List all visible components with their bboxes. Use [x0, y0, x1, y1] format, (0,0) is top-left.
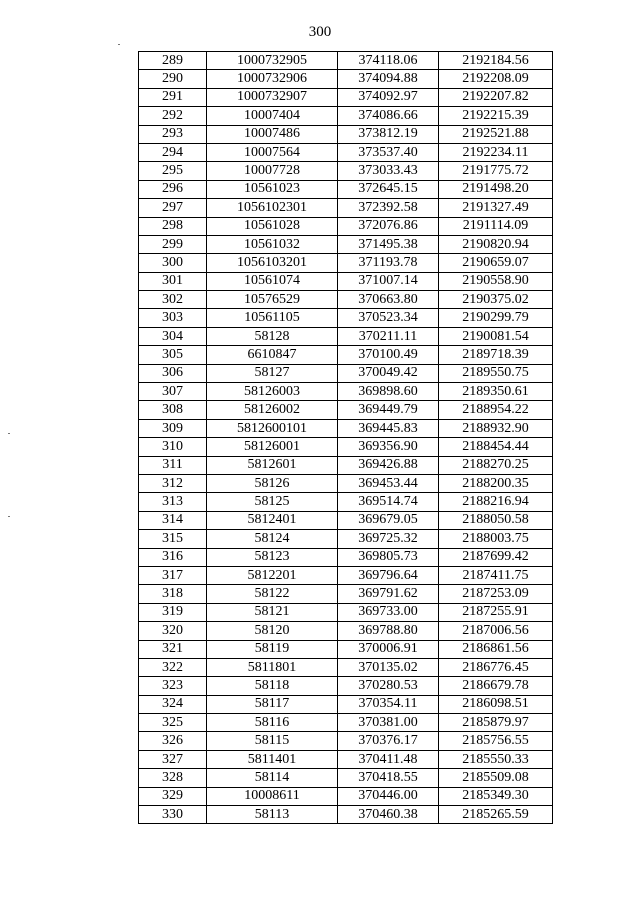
point-number-cell: 325: [139, 714, 207, 732]
y-coordinate-cell: 2186098.51: [439, 695, 553, 713]
point-id-cell: 58126003: [207, 383, 338, 401]
point-id-cell: 1000732906: [207, 70, 338, 88]
point-id-cell: 10561028: [207, 217, 338, 235]
y-coordinate-cell: 2187255.91: [439, 603, 553, 621]
table-row: [139, 493, 553, 511]
table-row: [139, 806, 553, 824]
table-row: [139, 438, 553, 456]
table-row: [139, 695, 553, 713]
point-number-cell: 318: [139, 585, 207, 603]
table-row: [139, 327, 553, 345]
point-id-cell: 10007404: [207, 107, 338, 125]
point-id-cell: 10561105: [207, 309, 338, 327]
y-coordinate-cell: 2188050.58: [439, 511, 553, 529]
table-row: [139, 511, 553, 529]
point-id-cell: 5812201: [207, 566, 338, 584]
table-row: [139, 383, 553, 401]
table-row: [139, 530, 553, 548]
y-coordinate-cell: 2188200.35: [439, 474, 553, 492]
x-coordinate-cell: 370280.53: [338, 677, 439, 695]
point-id-cell: 58125: [207, 493, 338, 511]
x-coordinate-cell: 369796.64: [338, 566, 439, 584]
y-coordinate-cell: 2191327.49: [439, 199, 553, 217]
point-id-cell: 58123: [207, 548, 338, 566]
table-row: [139, 272, 553, 290]
y-coordinate-cell: 2192184.56: [439, 52, 553, 70]
x-coordinate-cell: 369791.62: [338, 585, 439, 603]
x-coordinate-cell: 370100.49: [338, 346, 439, 364]
x-coordinate-cell: 373033.43: [338, 162, 439, 180]
table-row: [139, 235, 553, 253]
table-row: [139, 162, 553, 180]
x-coordinate-cell: 370049.42: [338, 364, 439, 382]
y-coordinate-cell: 2189350.61: [439, 383, 553, 401]
point-number-cell: 304: [139, 327, 207, 345]
point-number-cell: 289: [139, 52, 207, 70]
scan-speck: [8, 433, 10, 434]
x-coordinate-cell: 370460.38: [338, 806, 439, 824]
scan-speck: [8, 516, 10, 517]
point-number-cell: 297: [139, 199, 207, 217]
point-number-cell: 316: [139, 548, 207, 566]
point-id-cell: 1056102301: [207, 199, 338, 217]
y-coordinate-cell: 2188454.44: [439, 438, 553, 456]
y-coordinate-cell: 2187411.75: [439, 566, 553, 584]
point-number-cell: 328: [139, 769, 207, 787]
point-number-cell: 312: [139, 474, 207, 492]
point-id-cell: 10007486: [207, 125, 338, 143]
x-coordinate-cell: 370135.02: [338, 658, 439, 676]
y-coordinate-cell: 2190081.54: [439, 327, 553, 345]
x-coordinate-cell: 374086.66: [338, 107, 439, 125]
table-row: [139, 714, 553, 732]
x-coordinate-cell: 369733.00: [338, 603, 439, 621]
point-number-cell: 301: [139, 272, 207, 290]
point-number-cell: 319: [139, 603, 207, 621]
x-coordinate-cell: 373812.19: [338, 125, 439, 143]
point-id-cell: 58128: [207, 327, 338, 345]
y-coordinate-cell: 2191498.20: [439, 180, 553, 198]
point-number-cell: 322: [139, 658, 207, 676]
table-row: [139, 566, 553, 584]
y-coordinate-cell: 2189718.39: [439, 346, 553, 364]
y-coordinate-cell: 2192208.09: [439, 70, 553, 88]
table-row: [139, 677, 553, 695]
x-coordinate-cell: 370411.48: [338, 750, 439, 768]
point-number-cell: 308: [139, 401, 207, 419]
x-coordinate-cell: 374118.06: [338, 52, 439, 70]
point-id-cell: 1000732905: [207, 52, 338, 70]
point-id-cell: 10576529: [207, 291, 338, 309]
coordinates-table: [138, 51, 553, 824]
x-coordinate-cell: 369725.32: [338, 530, 439, 548]
x-coordinate-cell: 369356.90: [338, 438, 439, 456]
table-row: [139, 291, 553, 309]
y-coordinate-cell: 2185349.30: [439, 787, 553, 805]
table-row: [139, 217, 553, 235]
point-number-cell: 309: [139, 419, 207, 437]
table-row: [139, 603, 553, 621]
point-number-cell: 330: [139, 806, 207, 824]
point-id-cell: 58117: [207, 695, 338, 713]
point-number-cell: 298: [139, 217, 207, 235]
y-coordinate-cell: 2192521.88: [439, 125, 553, 143]
x-coordinate-cell: 369514.74: [338, 493, 439, 511]
point-number-cell: 295: [139, 162, 207, 180]
point-number-cell: 305: [139, 346, 207, 364]
table-row: [139, 88, 553, 106]
point-number-cell: 292: [139, 107, 207, 125]
y-coordinate-cell: 2192234.11: [439, 143, 553, 161]
y-coordinate-cell: 2192207.82: [439, 88, 553, 106]
table-row: [139, 732, 553, 750]
point-id-cell: 1056103201: [207, 254, 338, 272]
y-coordinate-cell: 2188216.94: [439, 493, 553, 511]
y-coordinate-cell: 2185550.33: [439, 750, 553, 768]
point-id-cell: 5811401: [207, 750, 338, 768]
x-coordinate-cell: 369898.60: [338, 383, 439, 401]
y-coordinate-cell: 2185509.08: [439, 769, 553, 787]
x-coordinate-cell: 370381.00: [338, 714, 439, 732]
x-coordinate-cell: 370663.80: [338, 291, 439, 309]
table-row: [139, 769, 553, 787]
point-id-cell: 58124: [207, 530, 338, 548]
table-row: [139, 658, 553, 676]
point-id-cell: 10007564: [207, 143, 338, 161]
table-row: [139, 548, 553, 566]
y-coordinate-cell: 2190558.90: [439, 272, 553, 290]
y-coordinate-cell: 2190659.07: [439, 254, 553, 272]
table-row: [139, 750, 553, 768]
x-coordinate-cell: 369445.83: [338, 419, 439, 437]
point-number-cell: 326: [139, 732, 207, 750]
point-number-cell: 311: [139, 456, 207, 474]
y-coordinate-cell: 2188003.75: [439, 530, 553, 548]
point-number-cell: 291: [139, 88, 207, 106]
point-id-cell: 58113: [207, 806, 338, 824]
point-id-cell: 5812401: [207, 511, 338, 529]
point-id-cell: 5812601: [207, 456, 338, 474]
y-coordinate-cell: 2185265.59: [439, 806, 553, 824]
point-id-cell: 58122: [207, 585, 338, 603]
table-row: [139, 199, 553, 217]
x-coordinate-cell: 369426.88: [338, 456, 439, 474]
y-coordinate-cell: 2190375.02: [439, 291, 553, 309]
y-coordinate-cell: 2191114.09: [439, 217, 553, 235]
y-coordinate-cell: 2186679.78: [439, 677, 553, 695]
y-coordinate-cell: 2186861.56: [439, 640, 553, 658]
point-id-cell: 10008611: [207, 787, 338, 805]
x-coordinate-cell: 369453.44: [338, 474, 439, 492]
table-row: [139, 585, 553, 603]
x-coordinate-cell: 374094.88: [338, 70, 439, 88]
table-row: [139, 474, 553, 492]
y-coordinate-cell: 2185756.55: [439, 732, 553, 750]
point-number-cell: 290: [139, 70, 207, 88]
y-coordinate-cell: 2189550.75: [439, 364, 553, 382]
x-coordinate-cell: 370211.11: [338, 327, 439, 345]
x-coordinate-cell: 370376.17: [338, 732, 439, 750]
y-coordinate-cell: 2188932.90: [439, 419, 553, 437]
table-row: [139, 456, 553, 474]
point-id-cell: 10561032: [207, 235, 338, 253]
point-id-cell: 58118: [207, 677, 338, 695]
point-id-cell: 58127: [207, 364, 338, 382]
x-coordinate-cell: 372392.58: [338, 199, 439, 217]
point-number-cell: 329: [139, 787, 207, 805]
point-number-cell: 315: [139, 530, 207, 548]
point-id-cell: 5811801: [207, 658, 338, 676]
point-number-cell: 303: [139, 309, 207, 327]
point-number-cell: 296: [139, 180, 207, 198]
point-number-cell: 327: [139, 750, 207, 768]
y-coordinate-cell: 2188954.22: [439, 401, 553, 419]
point-id-cell: 58126002: [207, 401, 338, 419]
point-number-cell: 314: [139, 511, 207, 529]
point-id-cell: 10561074: [207, 272, 338, 290]
point-id-cell: 58120: [207, 622, 338, 640]
point-id-cell: 58114: [207, 769, 338, 787]
y-coordinate-cell: 2187253.09: [439, 585, 553, 603]
table-row: [139, 419, 553, 437]
y-coordinate-cell: 2188270.25: [439, 456, 553, 474]
x-coordinate-cell: 371193.78: [338, 254, 439, 272]
scan-speck: [118, 44, 120, 45]
point-number-cell: 302: [139, 291, 207, 309]
table-row: [139, 622, 553, 640]
y-coordinate-cell: 2187699.42: [439, 548, 553, 566]
y-coordinate-cell: 2190820.94: [439, 235, 553, 253]
x-coordinate-cell: 374092.97: [338, 88, 439, 106]
point-number-cell: 294: [139, 143, 207, 161]
table-row: [139, 787, 553, 805]
y-coordinate-cell: 2192215.39: [439, 107, 553, 125]
table-row: [139, 107, 553, 125]
point-id-cell: 5812600101: [207, 419, 338, 437]
x-coordinate-cell: 369679.05: [338, 511, 439, 529]
x-coordinate-cell: 373537.40: [338, 143, 439, 161]
point-id-cell: 58121: [207, 603, 338, 621]
x-coordinate-cell: 371007.14: [338, 272, 439, 290]
x-coordinate-cell: 370523.34: [338, 309, 439, 327]
y-coordinate-cell: 2185879.97: [439, 714, 553, 732]
point-number-cell: 310: [139, 438, 207, 456]
point-id-cell: 58116: [207, 714, 338, 732]
y-coordinate-cell: 2191775.72: [439, 162, 553, 180]
point-id-cell: 1000732907: [207, 88, 338, 106]
x-coordinate-cell: 371495.38: [338, 235, 439, 253]
table-row: [139, 254, 553, 272]
point-number-cell: 323: [139, 677, 207, 695]
point-number-cell: 307: [139, 383, 207, 401]
y-coordinate-cell: 2186776.45: [439, 658, 553, 676]
x-coordinate-cell: 369788.80: [338, 622, 439, 640]
point-number-cell: 320: [139, 622, 207, 640]
point-number-cell: 321: [139, 640, 207, 658]
table-row: [139, 364, 553, 382]
point-id-cell: 10007728: [207, 162, 338, 180]
point-id-cell: 58126: [207, 474, 338, 492]
table-row: [139, 640, 553, 658]
x-coordinate-cell: 370446.00: [338, 787, 439, 805]
x-coordinate-cell: 369449.79: [338, 401, 439, 419]
table-row: [139, 309, 553, 327]
x-coordinate-cell: 372076.86: [338, 217, 439, 235]
point-id-cell: 58126001: [207, 438, 338, 456]
point-id-cell: 58119: [207, 640, 338, 658]
point-id-cell: 10561023: [207, 180, 338, 198]
page-number: 300: [308, 24, 332, 40]
table-row: [139, 52, 553, 70]
x-coordinate-cell: 370006.91: [338, 640, 439, 658]
table-row: [139, 346, 553, 364]
point-number-cell: 324: [139, 695, 207, 713]
point-number-cell: 300: [139, 254, 207, 272]
point-number-cell: 313: [139, 493, 207, 511]
point-number-cell: 317: [139, 566, 207, 584]
table-row: [139, 70, 553, 88]
point-number-cell: 299: [139, 235, 207, 253]
table-row: [139, 180, 553, 198]
x-coordinate-cell: 372645.15: [338, 180, 439, 198]
x-coordinate-cell: 369805.73: [338, 548, 439, 566]
x-coordinate-cell: 370354.11: [338, 695, 439, 713]
y-coordinate-cell: 2190299.79: [439, 309, 553, 327]
x-coordinate-cell: 370418.55: [338, 769, 439, 787]
point-id-cell: 58115: [207, 732, 338, 750]
point-number-cell: 306: [139, 364, 207, 382]
point-number-cell: 293: [139, 125, 207, 143]
y-coordinate-cell: 2187006.56: [439, 622, 553, 640]
coordinates-table-body: [139, 52, 553, 824]
table-row: [139, 143, 553, 161]
point-id-cell: 6610847: [207, 346, 338, 364]
table-row: [139, 401, 553, 419]
table-row: [139, 125, 553, 143]
